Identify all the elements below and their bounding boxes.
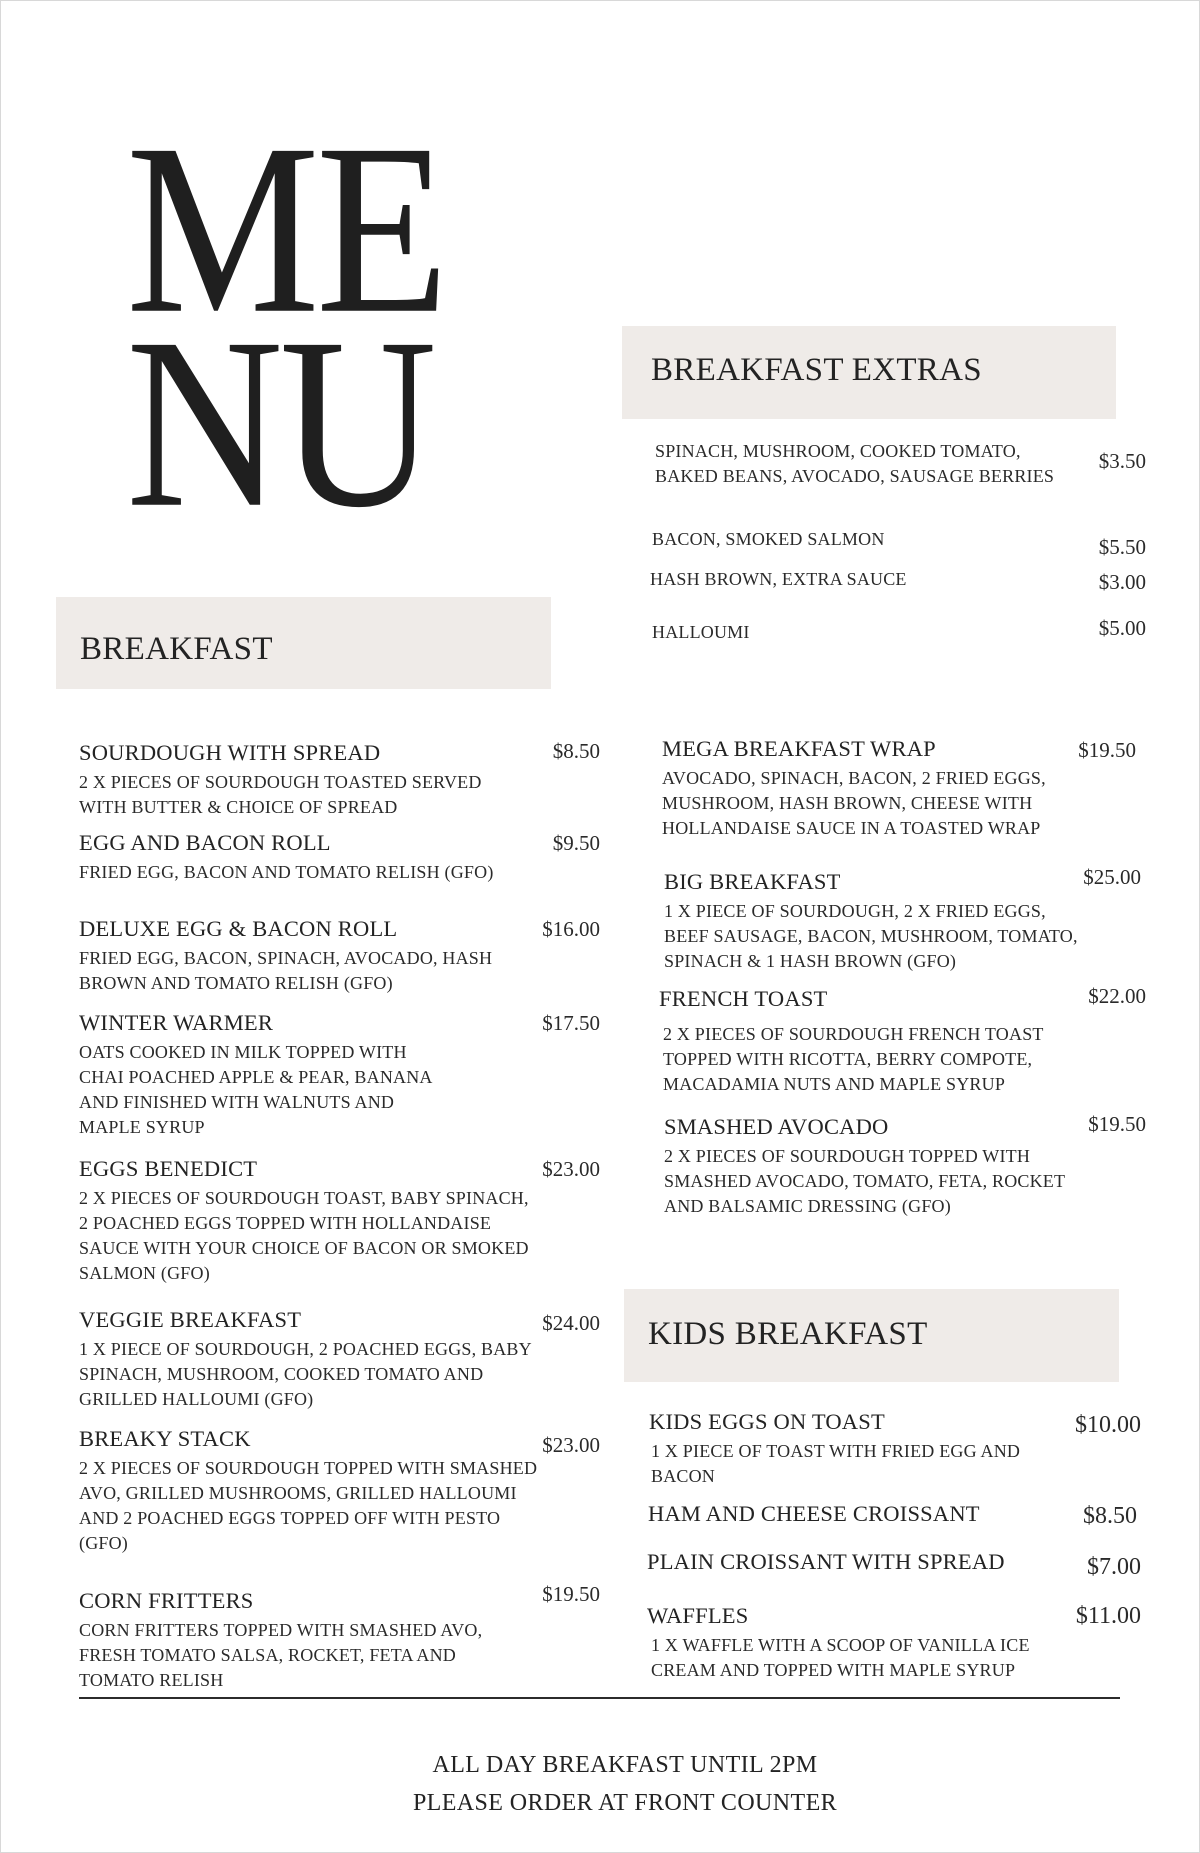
menu-item-name: DELUXE EGG & BACON ROLL [79, 916, 398, 941]
menu-item-desc: FRIED EGG, BACON AND TOMATO RELISH (GFO) [79, 862, 494, 882]
breakfast-extras-heading: BREAKFAST EXTRAS [651, 352, 982, 388]
menu-item [659, 986, 1089, 1097]
menu-item-price: $23.00 [542, 1157, 600, 1181]
menu-item-price: $19.50 [1088, 1112, 1146, 1136]
menu-item [648, 1501, 1068, 1527]
menu-item-name: BIG BREAKFAST [664, 869, 841, 894]
breakfast-banner [56, 597, 551, 689]
menu-item [647, 1549, 1067, 1575]
menu-item-desc: FRIED EGG, BACON, SPINACH, AVOCADO, HASH BROWN AND TOMATO RELISH (GFO) [79, 948, 493, 993]
extra-price: $5.00 [1098, 616, 1146, 640]
menu-item-name: CORN FRITTERS [79, 1588, 254, 1613]
menu-item-name: KIDS EGGS ON TOAST [649, 1409, 885, 1434]
kids-breakfast-heading: KIDS BREAKFAST [648, 1316, 928, 1352]
extra-price: $3.00 [1098, 570, 1146, 594]
breakfast-extras-banner [622, 326, 1116, 419]
extra-desc: HASH BROWN, EXTRA SAUCE [650, 569, 907, 589]
menu-item-name: WINTER WARMER [79, 1010, 274, 1035]
menu-item-name: WAFFLES [647, 1603, 749, 1628]
menu-item-desc: 2 X PIECES OF SOURDOUGH TOASTED SERVED WITH BUTTER & CHOICE OF SPREAD [79, 772, 482, 817]
menu-item-price: $23.00 [542, 1433, 600, 1457]
menu-item [79, 1156, 529, 1286]
footer-line-1: ALL DAY BREAKFAST UNTIL 2PM [432, 1752, 818, 1778]
menu-item-name: PLAIN CROISSANT WITH SPREAD [647, 1549, 1005, 1574]
menu-item-price: $19.50 [542, 1582, 600, 1606]
menu-item [79, 1588, 499, 1693]
menu-item-price: $11.00 [1075, 1603, 1141, 1629]
menu-item-desc: 2 X PIECES OF SOURDOUGH FRENCH TOAST TOPPED WITH RICOTTA, BERRY COMPOTE, MACADAMIA NUTS AND MAPLE SYRUP [663, 1024, 1044, 1094]
menu-item-price: $9.50 [552, 831, 600, 855]
menu-item-name: FRENCH TOAST [659, 986, 828, 1011]
extra-desc: BACON, SMOKED SALMON [652, 529, 885, 549]
menu-item [79, 1307, 539, 1412]
menu-item-desc: 2 X PIECES OF SOURDOUGH TOPPED WITH SMASHED AVOCADO, TOMATO, FETA, ROCKET AND BALSAMIC DRESSING (GFO) [664, 1146, 1065, 1216]
footer-line-2: PLEASE ORDER AT FRONT COUNTER [412, 1790, 838, 1816]
menu-item-name: VEGGIE BREAKFAST [79, 1307, 302, 1332]
menu-item-price: $16.00 [542, 917, 600, 941]
extra-price: $3.50 [1098, 449, 1146, 473]
menu-item-desc: 1 X PIECE OF TOAST WITH FRIED EGG AND BACON [651, 1441, 1021, 1486]
menu-item-desc: 2 X PIECES OF SOURDOUGH TOPPED WITH SMASHED AVO, GRILLED MUSHROOMS, GRILLED HALLOUMI AND 2 POACHED EGGS TOPPED OFF WITH PESTO (GFO) [79, 1458, 538, 1553]
menu-title-line-2: NU [126, 288, 433, 559]
breakfast-heading: BREAKFAST [80, 631, 273, 667]
menu-item [662, 736, 1082, 841]
menu-item-price: $8.50 [1083, 1503, 1137, 1529]
menu-item [664, 1114, 1084, 1219]
menu-item-price: $24.00 [542, 1311, 600, 1335]
menu-item-name: SMASHED AVOCADO [664, 1114, 889, 1139]
menu-item-desc: CORN FRITTERS TOPPED WITH SMASHED AVO, FRESH TOMATO SALSA, ROCKET, FETA AND TOMATO RELISH [79, 1620, 483, 1690]
menu-item-price: $22.00 [1088, 984, 1146, 1008]
menu-item-name: BREAKY STACK [79, 1426, 251, 1451]
menu-item-desc: AVOCADO, SPINACH, BACON, 2 FRIED EGGS, MUSHROOM, HASH BROWN, CHEESE WITH HOLLANDAISE SAUCE IN A TOASTED WRAP [662, 768, 1046, 838]
footer-divider [79, 1697, 1120, 1699]
menu-item [664, 869, 1084, 974]
menu-item [79, 740, 529, 820]
menu-item [79, 1426, 539, 1556]
menu-item-price: $17.50 [542, 1011, 600, 1035]
extra-desc: SPINACH, MUSHROOM, COOKED TOMATO, BAKED BEANS, AVOCADO, SAUSAGE BERRIES [655, 441, 1055, 486]
kids-breakfast-banner [624, 1289, 1119, 1382]
menu-item-desc: 1 X PIECE OF SOURDOUGH, 2 X FRIED EGGS, BEEF SAUSAGE, BACON, MUSHROOM, TOMATO, SPINACH & 1 HASH BROWN (GFO) [664, 901, 1078, 971]
menu-item [79, 916, 529, 996]
extra-price: $5.50 [1098, 535, 1146, 559]
menu-item-name: SOURDOUGH WITH SPREAD [79, 740, 381, 765]
menu-item-desc: 1 X WAFFLE WITH A SCOOP OF VANILLA ICE CREAM AND TOPPED WITH MAPLE SYRUP [651, 1635, 1030, 1680]
menu-item-desc: 1 X PIECE OF SOURDOUGH, 2 POACHED EGGS, BABY SPINACH, MUSHROOM, COOKED TOMATO AND GRILLED HALLOUMI (GFO) [79, 1339, 532, 1409]
menu-item [647, 1603, 1087, 1683]
menu-item-name: EGGS BENEDICT [79, 1156, 258, 1181]
menu-item [649, 1409, 1069, 1489]
menu-item-price: $10.00 [1075, 1412, 1141, 1438]
menu-item-desc: OATS COOKED IN MILK TOPPED WITH CHAI POACHED APPLE & PEAR, BANANA AND FINISHED WITH WALNUTS AND MAPLE SYRUP [79, 1042, 432, 1137]
menu-item-name: HAM AND CHEESE CROISSANT [648, 1501, 980, 1526]
menu-item-price: $7.00 [1087, 1554, 1141, 1580]
menu-item-price: $8.50 [552, 739, 600, 763]
extra-desc: HALLOUMI [652, 622, 750, 642]
menu-item-name: EGG AND BACON ROLL [79, 830, 331, 855]
menu-item-name: MEGA BREAKFAST WRAP [662, 736, 936, 761]
menu-item-price: $19.50 [1078, 738, 1136, 762]
menu-item-desc: 2 X PIECES OF SOURDOUGH TOAST, BABY SPINACH, 2 POACHED EGGS TOPPED WITH HOLLANDAISE SAUCE WITH YOUR CHOICE OF BACON OR SMOKED SALMON (GFO) [79, 1188, 529, 1283]
menu-title-line-1: ME [126, 94, 445, 365]
menu-item-price: $25.00 [1083, 865, 1141, 889]
menu-item [79, 830, 499, 885]
menu-item [79, 1010, 449, 1140]
